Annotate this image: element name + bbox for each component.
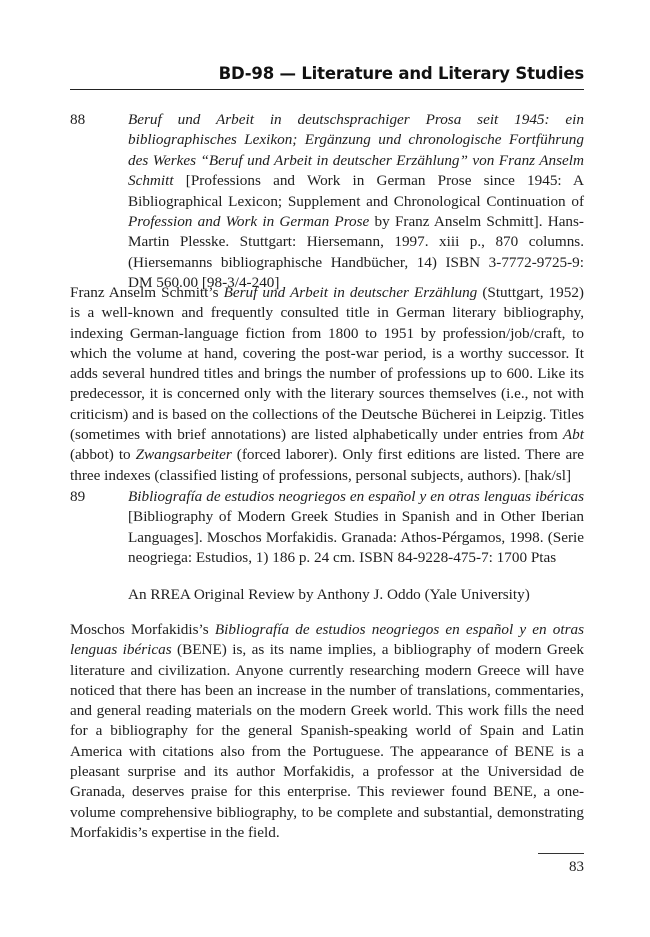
- footer-rule: [538, 853, 584, 854]
- entry-citation: [128, 487, 584, 569]
- entry-citation: [128, 110, 584, 294]
- review-paragraph: Franz Anselm Schmitt’s Beruf und Arbeit in deutscher Erzählung (Stuttgart, 1952) is a well-known and frequently consulted title in German literary bibliography, indexing German-language fiction from 1800 to 1951 by profession/job/craft, to which the volume at hand, covering the post-war period, is a worthy successor. It adds several hundred titles and brings the number of professions up to 600. Like its predecessor, it is concerned only with the literary sources themselves (i.e., not with criticism) and is based on the collections of the Deutsche Bücherei in Leipzig. Titles (sometimes with brief annotations) are listed alphabetically under entries from Abt (abbot) to Zwangsarbeiter (forced laborer). Only first editions are listed. There are three indexes (classified listing of professions, personal subjects, authors). [hak/sl]: [70, 284, 584, 484]
- citation-title: Beruf und Arbeit in deutschsprachiger Prosa seit 1945: ein bibliographisches Lexikon; Ergänzung und chronologische Fortführung des Werkes “Beruf und Arbeit in deutscher Erzählung” von Franz Anselm Schmitt: [128, 111, 584, 190]
- citation-text: [Bibliography of Modern Greek Studies in Spanish and in Other Iberian Languages]. Moschos Morfakidis. Granada: Athos-Pérgamos, 1998. (Serie neogriega: Estudios, 1) 186 p. 24 cm. ISBN 84-9228-475-7: 1700 Ptas: [128, 508, 584, 567]
- review-credit: An RREA Original Review by Anthony J. Oddo (Yale University): [128, 585, 530, 603]
- review-paragraph: Moschos Morfakidis’s Bibliografía de estudios neogriegos en español y en otras lenguas ibéricas (BENE) is, as its name implies, a bibliography of modern Greek literature and civilization. Anyone currently researching modern Greece will have noticed that there has been an increase in the number of translations, commentaries, and general reading materials on the modern Greek world. This work fills the need for a bibliography for the general Spanish-speaking world of Spain and Latin America with citations also from the Portuguese. The appearance of BENE is a pleasant surprise and its author Morfakidis, a professor at the Universidad de Granada, deserves praise for this enterprise. This reviewer found BENE, a one-volume comprehensive bibliography, to be complete and substantial, demonstrating Morfakidis’s expertise in the field.: [70, 621, 584, 841]
- citation-title-translation: Profession and Work in German Prose: [128, 213, 370, 231]
- entry-number: 89: [70, 488, 86, 505]
- header-rule: [70, 89, 584, 90]
- page-number: 83: [569, 859, 584, 875]
- citation-text: by Franz Anselm Schmitt]. Hans-Martin Plesske. Stuttgart: Hiersemann, 1997. xiii p., 870 columns. (Hiersemanns bibliographische Handbücher, 14) ISBN 3-7772-9725-9: DM 560.00 [98-3/4-240]: [128, 213, 584, 292]
- entry-number: 88: [70, 111, 86, 128]
- citation-text: [Professions and Work in German Prose since 1945: A Bibliographical Lexicon; Supplement and Chronological Continuation of: [128, 172, 584, 210]
- citation-title: Bibliografía de estudios neogriegos en español y en otras lenguas ibéricas: [128, 488, 584, 505]
- entry-89: [70, 487, 584, 605]
- entry-88: [70, 110, 584, 294]
- running-header: BD-98 — Literature and Literary Studies: [218, 64, 584, 83]
